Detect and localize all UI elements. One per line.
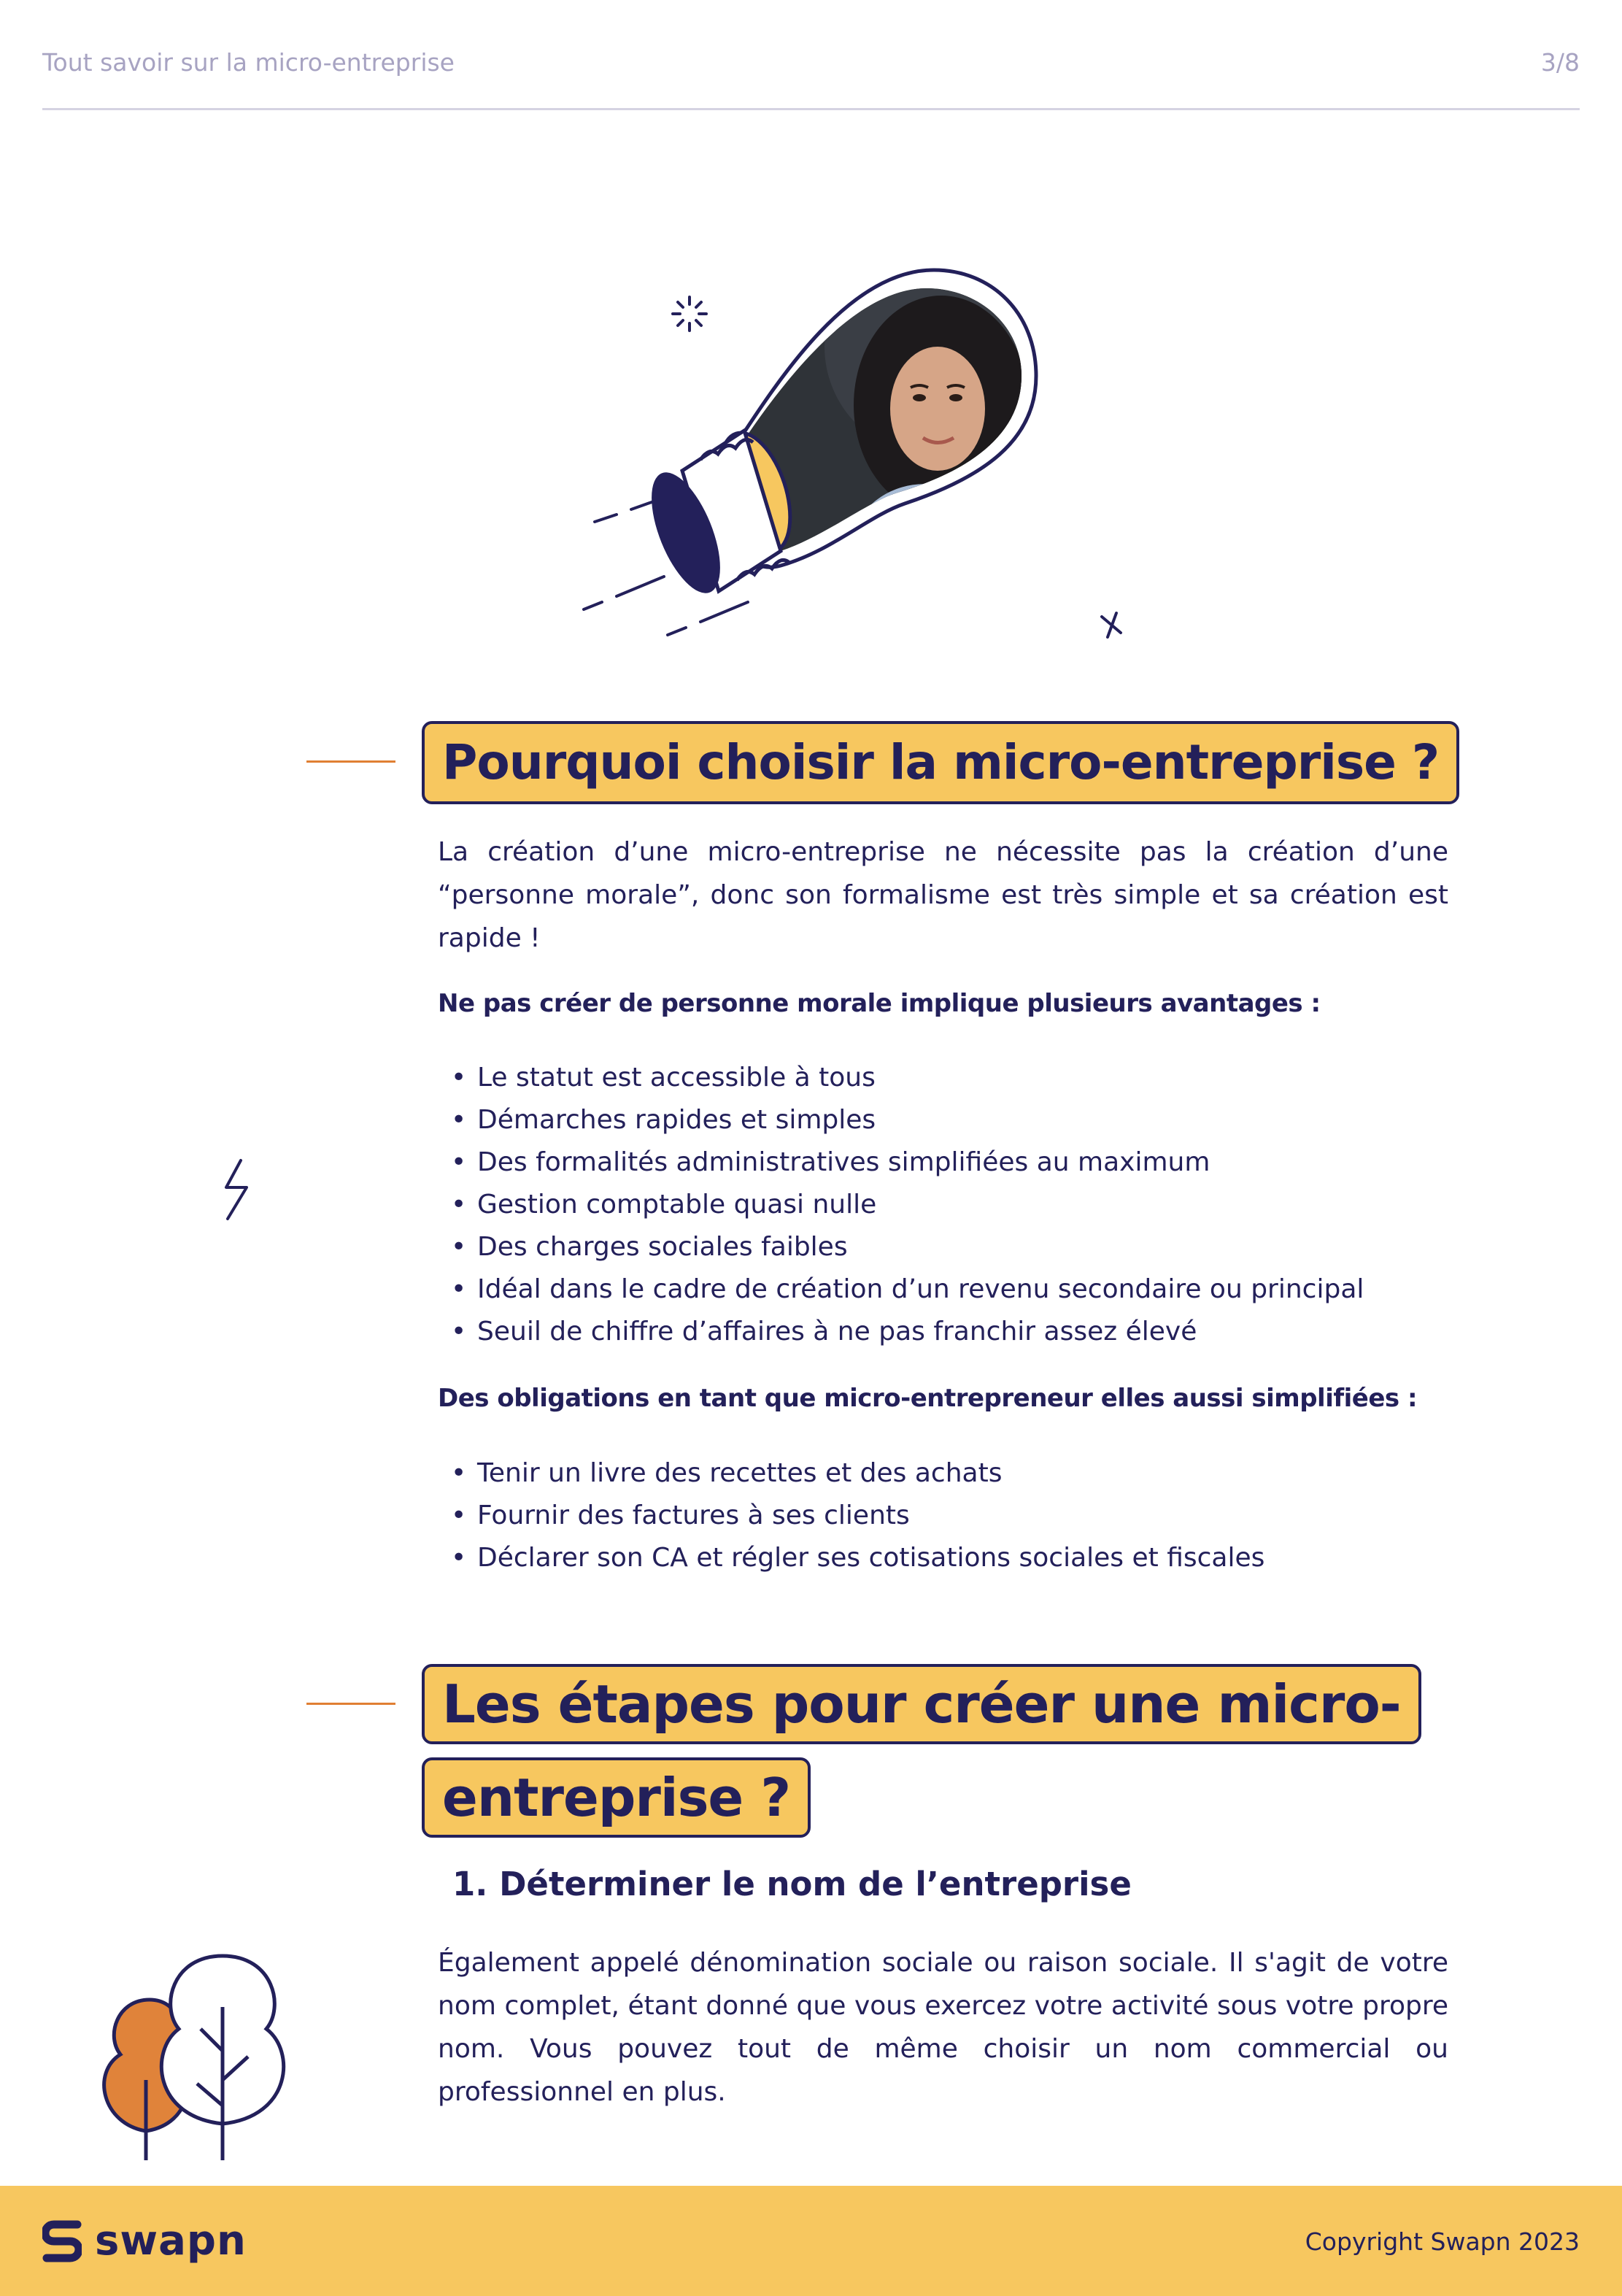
advantages-list <box>438 1057 1364 1353</box>
section-heading-steps-line1: Les étapes pour créer une micro- <box>422 1664 1421 1744</box>
sparkle-icon <box>673 297 706 331</box>
lightbulb-portrait-illustration <box>562 259 1204 668</box>
list-item: • Tenir un livre des recettes et des achats <box>438 1452 1264 1495</box>
document-header-title: Tout savoir sur la micro-entreprise <box>42 48 455 77</box>
section-heading-why-micro-entreprise: Pourquoi choisir la micro-entreprise ? <box>422 721 1459 804</box>
cross-mark-icon <box>1102 613 1121 637</box>
advantages-lead: Ne pas créer de personne morale implique plusieurs avantages : <box>438 989 1321 1018</box>
step-1-title: 1. Déterminer le nom de l’entreprise <box>452 1865 1132 1903</box>
heading-accent-dash <box>306 760 395 763</box>
obligations-list <box>438 1452 1264 1579</box>
section1-intro-paragraph: La création d’une micro-entreprise ne nécessite pas la création d’une “personne morale”, donc son formalisme est très simple et sa création est rapide ! <box>438 837 1448 953</box>
swapn-logo-icon <box>42 2219 82 2264</box>
list-item: • Déclarer son CA et régler ses cotisations sociales et fiscales <box>438 1537 1264 1579</box>
list-item: • Le statut est accessible à tous <box>438 1057 1364 1099</box>
heading-accent-dash <box>306 1703 395 1705</box>
swapn-logo <box>42 2217 247 2265</box>
page-number: 3/8 <box>1540 48 1580 77</box>
step-1-paragraph: Également appelé dénomination sociale ou raison sociale. Il s'agit de votre nom complet, étant donné que vous exercez votre activité sous votre propre nom. Vous pouvez tout de même choisir un nom commercial ou professionnel en plus. <box>438 1948 1448 2107</box>
list-item: • Fournir des factures à ses clients <box>438 1495 1264 1537</box>
header-divider <box>42 108 1580 110</box>
lightning-doodle-icon <box>219 1157 255 1222</box>
section-heading-steps-line2: entreprise ? <box>422 1757 811 1838</box>
logo-wordmark: swapn <box>95 2217 247 2265</box>
list-item: • Seuil de chiffre d’affaires à ne pas franchir assez élevé <box>438 1311 1364 1353</box>
list-item: • Idéal dans le cadre de création d’un revenu secondaire ou principal <box>438 1268 1364 1311</box>
obligations-lead: Des obligations en tant que micro-entrepreneur elles aussi simplifiées : <box>438 1384 1418 1413</box>
trees-illustration <box>91 1949 310 2168</box>
list-item: • Des formalités administratives simplifiées au maximum <box>438 1141 1364 1184</box>
list-item: • Gestion comptable quasi nulle <box>438 1184 1364 1226</box>
copyright-text: Copyright Swapn 2023 <box>1305 2227 1580 2256</box>
list-item: • Démarches rapides et simples <box>438 1099 1364 1141</box>
list-item: • Des charges sociales faibles <box>438 1226 1364 1268</box>
